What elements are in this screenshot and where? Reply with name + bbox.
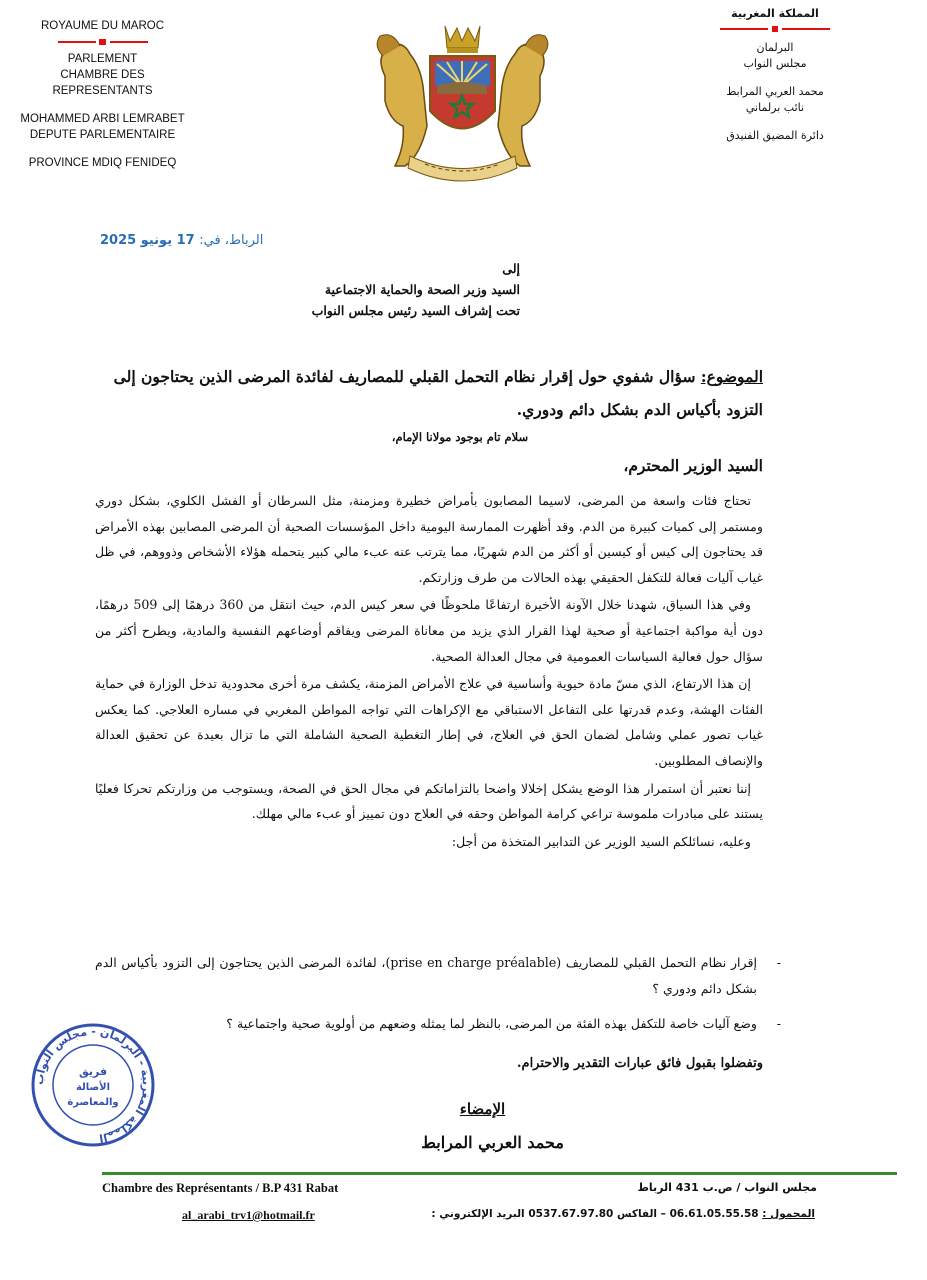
header-divider-ar [720,26,830,32]
header-divider-fr [58,39,148,45]
stamp-line-3: والمعاصرة [67,1097,119,1108]
subject-line [95,360,763,426]
paragraph: إننا نعتبر أن استمرار هذا الوضع يشكل إخلالا واضحا بالتزاماتكم في مجال الحق في الصحة، ويستوجب من وزارتكم تحركا فعليًا يستند على مبادرات ملموسة تراعي كرامة المواطن وحقه في العلاج دون تمييز أو عبء مالي مهلك. [95,780,763,822]
salutation: السيد الوزير المحترم، [623,456,763,475]
greeting: سلام تام بوجود مولانا الإمام، [391,430,529,444]
header-arabic [685,6,865,144]
paragraph: إن هذا الارتفاع، الذي مسّ مادة حيوية وأساسية في علاج الأمراض المزمنة، يكشف مرة أخرى محدودية تدخل الوزارة في حماية الفئات الهشة، وعدم قدرتها على التفاعل الاستباقي مع الإكراهات التي تواجه المواطن المغربي في مساره العلاجي. كما يعكس غياب تصور عملي وشامل لضمان الحق في العلاج، في إطار التغطية الصحية الشاملة التي ما تزال بعيدة عن تحقيق العدالة والإنصاف المطلوبين. [95,676,763,768]
addressee-block [300,258,520,321]
list-item [95,1011,785,1037]
paragraph: تحتاج فئات واسعة من المرضى، لاسيما المصابون بأمراض خطيرة ومزمنة، مثل السرطان أو الفشل الكلوي، بشكل دوري ومستمر إلى كميات كبيرة من الدم. وقد أظهرت الممارسة اليومية داخل المؤسسات الصحية أن المرضى المصابين بهذه الأمراض قد يحتاجون إلى كيس أو كيسين أو أكثر من الدم شهريًا، مما يترتب عنه عبء مالي كبير يتحمله هؤلاء الأشخاص وذووهم، في ظل غياب آليات فعالة للتكفل الحقيقي بهذه الحالات من طرف وزارتكم. [95,493,763,585]
deputy-name-ar: محمد العربي المرابط [726,85,824,98]
list-item [95,950,785,1001]
footer-contact-text: 06.61.05.55.58 – الفاكس 0537.67.97.80 البريد الإلكتروني : [431,1208,759,1220]
footer-contact [360,1208,815,1220]
deputy-title-ar: نائب برلماني [745,101,805,114]
parliament-fr: PARLEMENT [67,53,138,65]
footer-address-ar: مجلس النواب / ص.ب 431 الرباط [637,1181,817,1194]
footer-contact-label: المحمول : [762,1208,815,1220]
letter-date [100,233,263,248]
paragraph: وعليه، نسائلكم السيد الوزير عن التدابير المتخذة من أجل: [451,833,751,849]
paragraph: وفي هذا السياق، شهدنا خلال الآونة الأخيرة ارتفاعًا ملحوظًا في سعر كيس الدم، حيث انتقل من 360 درهمًا إلى 509 درهمًا، دون أية مواكبة اجتماعية أو صحية لهذا القرار الذي يزيد من معاناة المرضى ويفاقم أوضاعهم النفسية والمادية، ويطرح أكثر من سؤال حول فعالية السياسات العمومية في مجال العدالة الصحية. [95,597,763,664]
addressee-minister: السيد وزير الصحة والحماية الاجتماعية [324,282,520,297]
addressee-to: إلى [502,261,520,276]
date-day: 17 [176,233,195,248]
bullet-marker: - [776,955,781,970]
footer-address-fr: Chambre des Représentants / B.P 431 Rabat [102,1181,339,1195]
signature-label: الإمضاء [459,1100,506,1118]
official-stamp-icon [28,1020,158,1150]
closing-formula: وتفضلوا بقبول فائق عبارات التقدير والاحترام. [517,1056,763,1071]
subject-text: سؤال شفوي حول إقرار نظام التحمل القبلي للمصاريف لفائدة المرضى الذين يحتاجون إلى التزود بأكياس الدم بشكل دائم ودوري. [113,367,763,419]
footer-divider [102,1172,897,1175]
district-ar: دائرة المضيق الفنيدق [726,129,824,142]
deputy-title-fr: DEPUTE PARLEMENTAIRE [29,129,176,141]
date-month: يونيو [140,233,173,248]
list-item-text: إقرار نظام التحمل القبلي للمصاريف (prise en charge préalable)، لفائدة المرضى الذين يحتاجون إلى التزود بأكياس الدم بشكل دائم ودوري ؟ [95,955,757,996]
letter-body [95,488,763,856]
chamber-fr: CHAMBRE DES REPRESENTANTS [52,69,153,97]
addressee-via: تحت إشراف السيد رئيس مجلس النواب [311,303,520,318]
chamber-ar: مجلس النواب [743,57,807,70]
bullet-marker: - [776,1016,781,1032]
parliament-ar: البرلمان [756,41,794,54]
list-item-text: وضع آليات خاصة للتكفل بهذه الفئة من المرضى، بالنظر لما يمثله وضعهم من أولوية صحية واجتماعية ؟ [226,1016,757,1032]
kingdom-fr: ROYAUME DU MAROC [40,20,165,32]
coat-of-arms-icon [365,16,560,186]
stamp-line-2: الأصالة [75,1082,111,1093]
date-place: الرباط، في: [199,233,264,248]
subject-label: الموضوع: [700,367,763,386]
kingdom-ar: المملكة المغربية [731,7,819,20]
footer-email-link[interactable]: al_arabi_trv1@hotmail.fr [182,1208,315,1222]
signature-name: محمد العربي المرابط [421,1133,564,1152]
stamp-line-1: فريق [78,1065,108,1078]
deputy-name-fr: MOHAMMED ARBI LEMRABET [20,113,185,125]
province-fr: PROVINCE MDIQ FENIDEQ [28,157,177,169]
stamp-outer-text: المملكة المغربية - البرلمان - مجلس النواب [32,1024,154,1145]
header-french [20,18,185,171]
question-list [95,950,785,1047]
date-year: 2025 [100,233,137,248]
